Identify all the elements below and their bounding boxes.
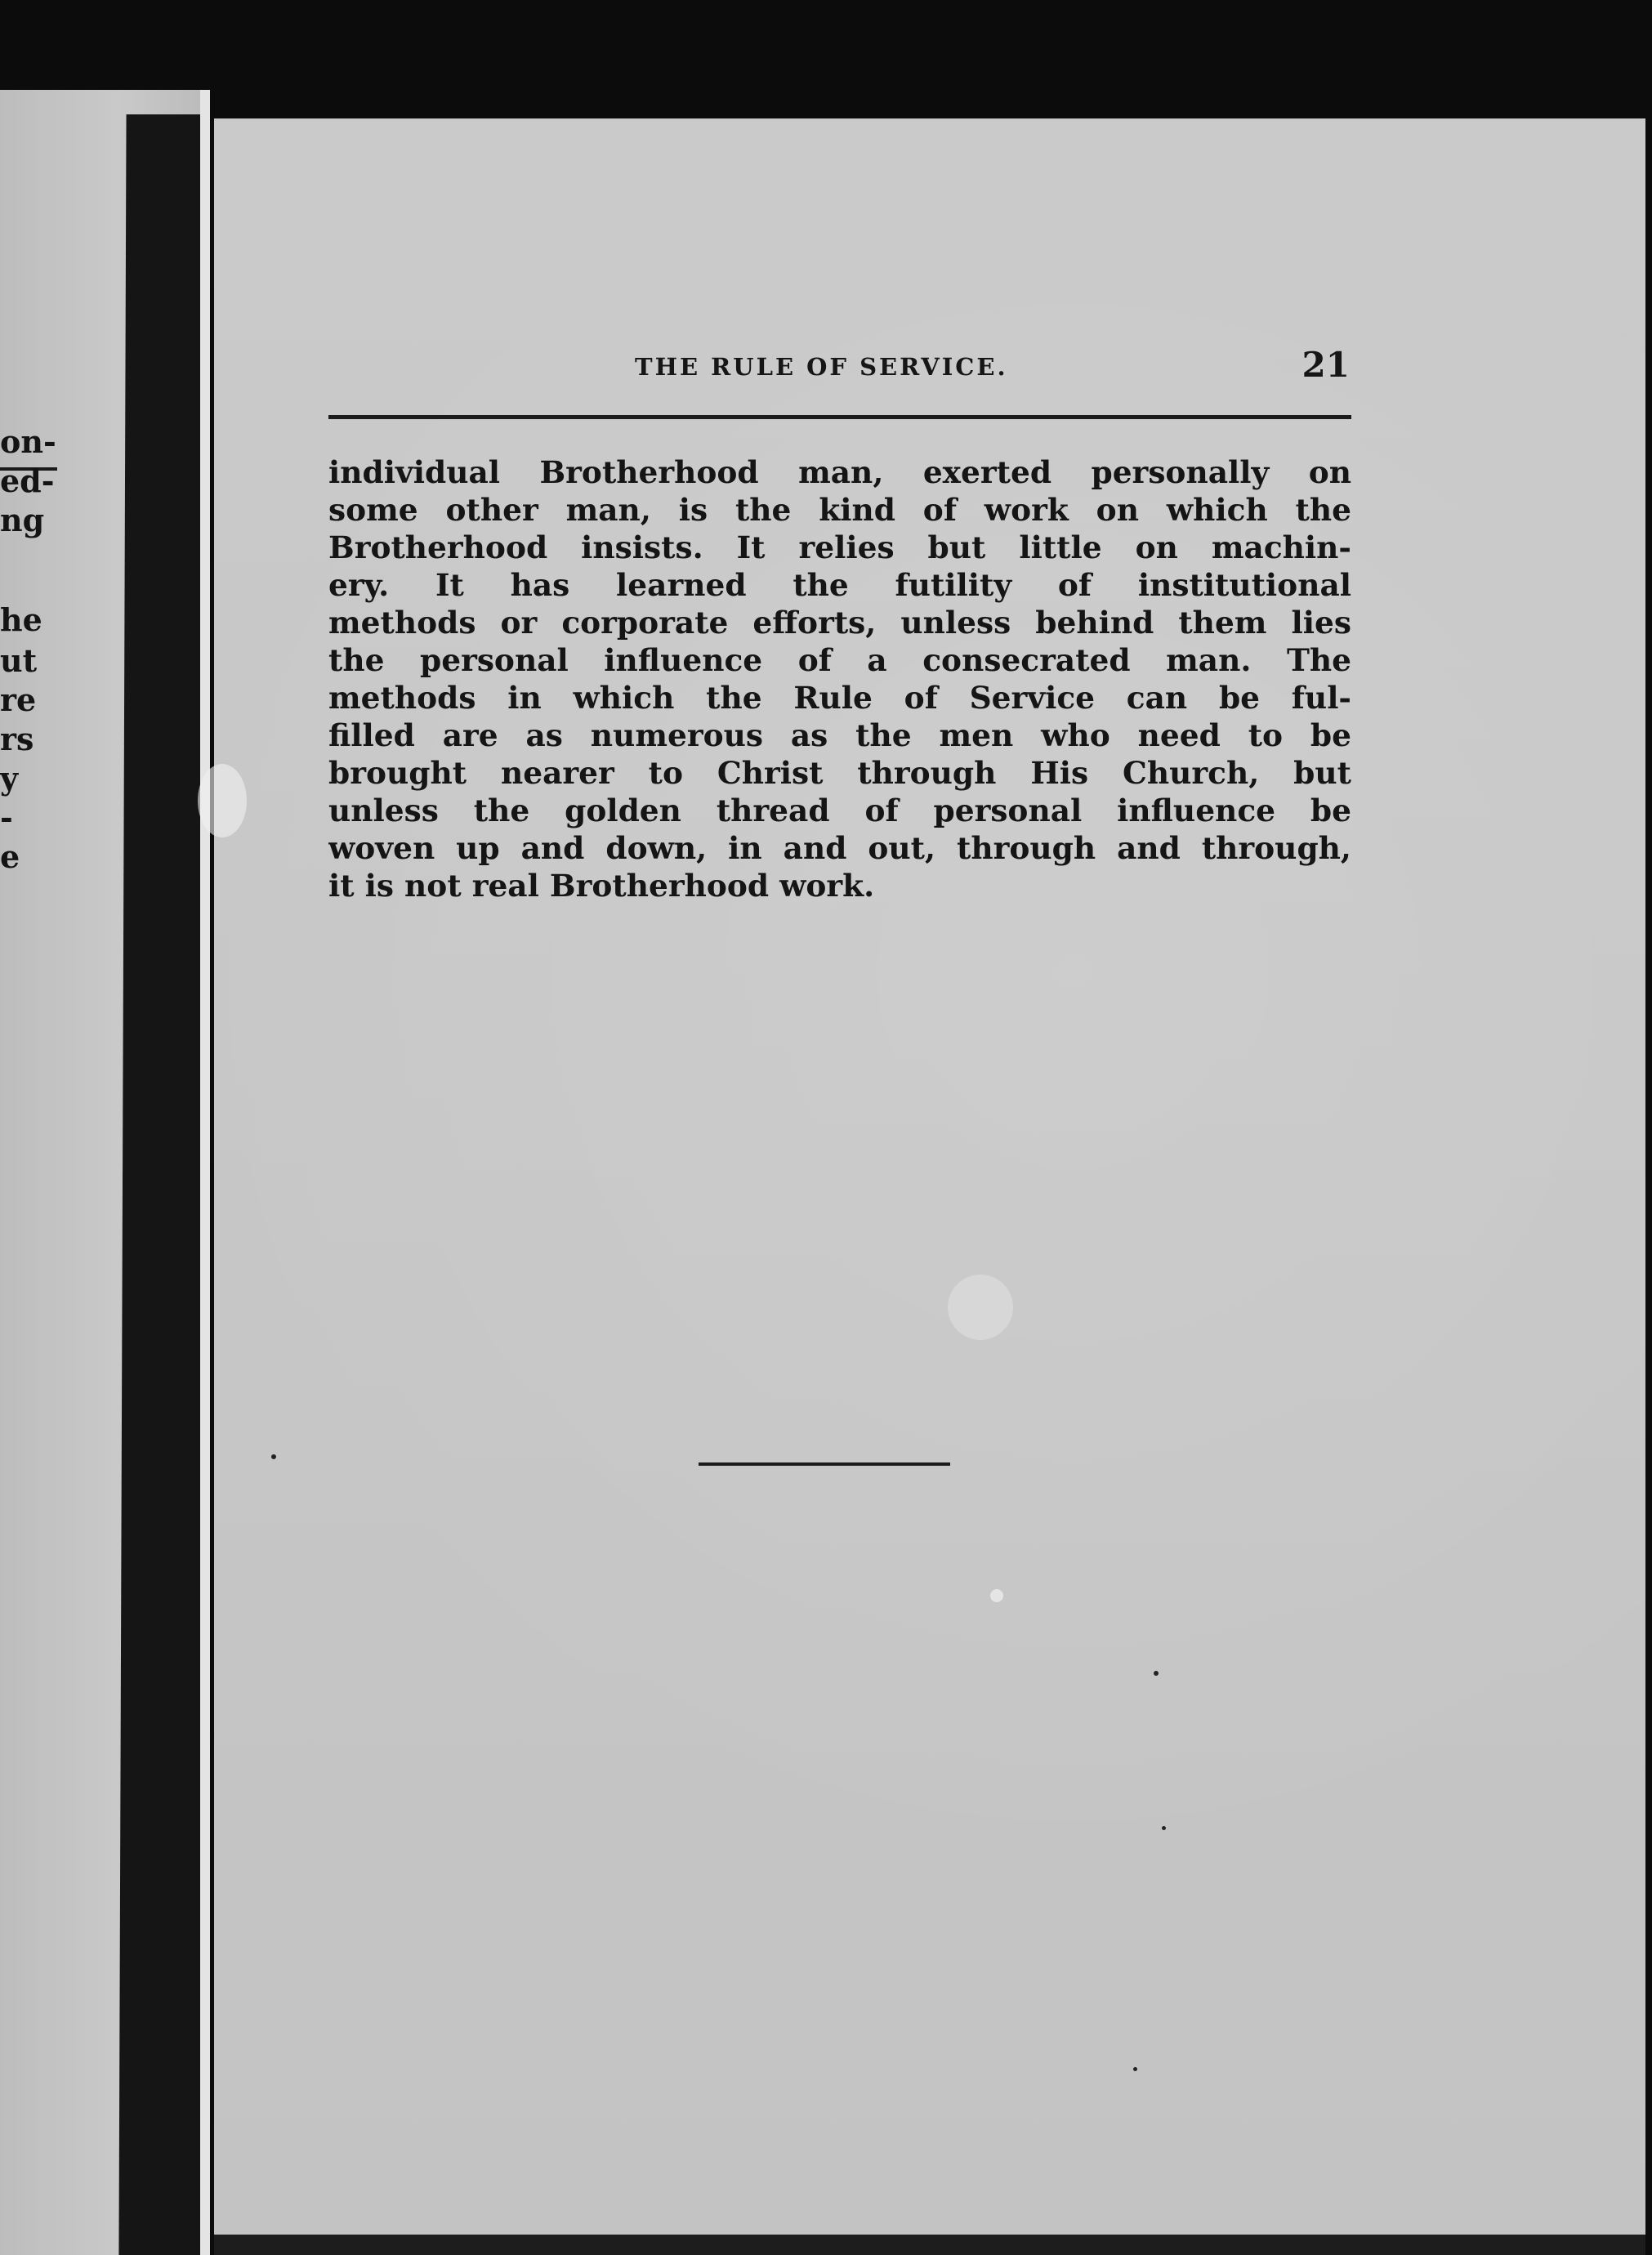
page-header	[328, 345, 1350, 391]
left-page-fragment: ut	[0, 642, 38, 679]
text-line: woven up and down, in and out, through and through,	[328, 830, 1351, 866]
left-page-fragment: -	[0, 799, 13, 836]
text-line: ery. It has learned the futility of institutional	[328, 567, 1351, 603]
text-line: some other man, is the kind of work on which the	[328, 492, 1351, 528]
header-rule	[328, 415, 1351, 419]
text-line: filled are as numerous as the men who need to be	[328, 717, 1351, 753]
left-page-fragment: y	[0, 760, 19, 797]
page-bottom-edge	[214, 2235, 1645, 2255]
text-line: it is not real Brotherhood work.	[328, 868, 875, 904]
paper-blemish	[1162, 1826, 1166, 1830]
paper-blemish	[948, 1275, 1013, 1340]
section-end-rule	[699, 1462, 950, 1466]
left-page-fragment: ng	[0, 502, 45, 538]
paper-blemish	[198, 764, 247, 837]
left-page-fragment: e	[0, 838, 20, 875]
page-gutter	[200, 90, 210, 2255]
paper-blemish	[990, 1589, 1003, 1602]
text-line: brought nearer to Christ through His Church, but	[328, 755, 1351, 791]
paper-blemish	[1154, 1671, 1159, 1676]
body-paragraph	[328, 453, 1351, 904]
text-line: unless the golden thread of personal influence be	[328, 793, 1351, 828]
paper-blemish	[1133, 2067, 1137, 2071]
page-number: 21	[1302, 345, 1350, 385]
left-page-fragment: re	[0, 681, 37, 718]
left-page-fragment: he	[0, 601, 42, 638]
book-page	[214, 118, 1645, 2255]
text-line: methods or corporate efforts, unless behind them lies	[328, 605, 1351, 641]
text-line: Brotherhood insists. It relies but little on machin-	[328, 529, 1351, 565]
running-head: THE RULE OF SERVICE.	[635, 353, 1008, 381]
left-page-fragment: rs	[0, 721, 34, 757]
left-page-fragment: on-	[0, 423, 56, 460]
paper-blemish	[271, 1454, 276, 1459]
left-page-fragment: ed-	[0, 462, 55, 499]
text-line: methods in which the Rule of Service can be ful-	[328, 680, 1351, 716]
text-line: individual Brotherhood man, exerted personally on	[328, 454, 1351, 490]
text-line: the personal influence of a consecrated man. The	[328, 642, 1351, 678]
book-spine-shadow	[118, 114, 208, 2255]
